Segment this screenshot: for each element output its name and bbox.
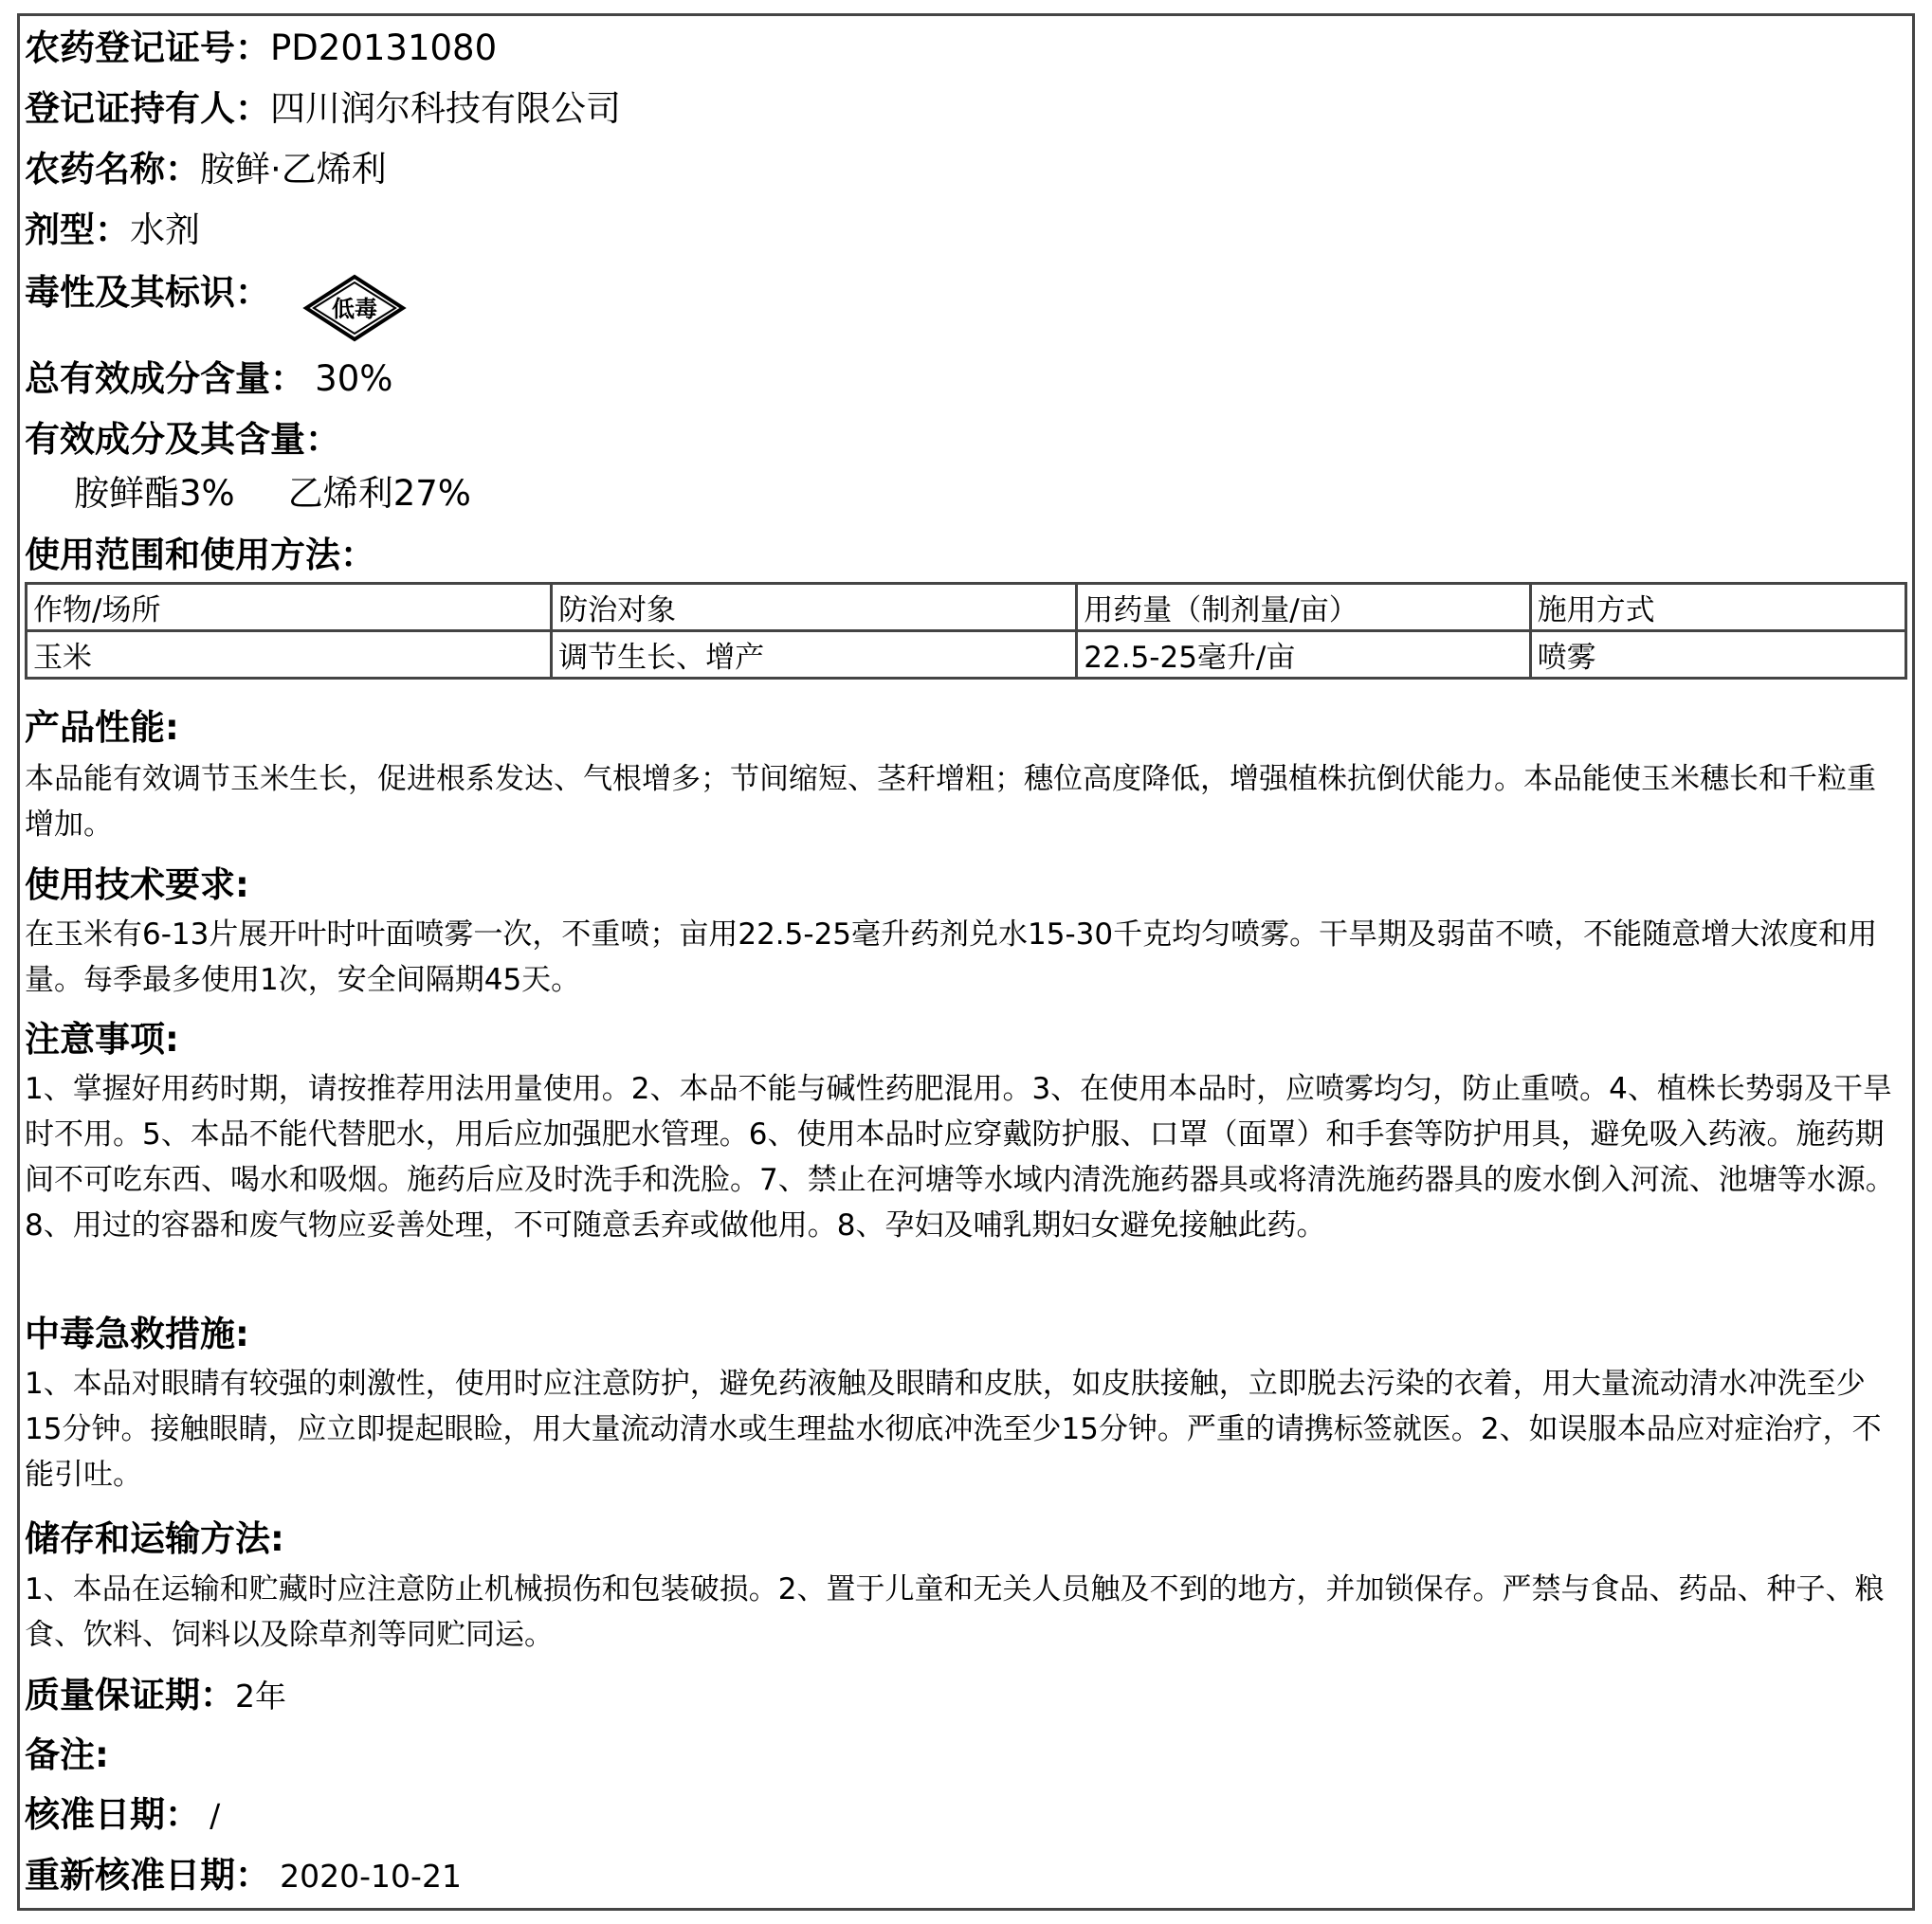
approval-date-value: / xyxy=(210,1797,221,1834)
table-cell: 喷雾 xyxy=(1530,631,1905,679)
pesticide-name-value: 胺鲜·乙烯利 xyxy=(200,149,387,190)
storage-text: 1、本品在运输和贮藏时应注意防止机械损伤和包装破损。2、置于儿童和无关人员触及不到的地方，并加锁保存。严禁与食品、药品、种子、粮食、饮料、饲料以及除草剂等同贮同运。 xyxy=(25,1572,1885,1652)
toxicity-row xyxy=(25,272,270,313)
holder-value: 四川润尔科技有限公司 xyxy=(270,88,621,129)
ingredients-list xyxy=(74,473,471,514)
low-toxicity-emblem xyxy=(299,265,410,351)
first-aid-heading xyxy=(25,1316,249,1352)
storage-heading xyxy=(25,1518,284,1559)
table-header-cell: 防治对象 xyxy=(552,584,1077,631)
reapproval-date-label: 重新核准日期： xyxy=(25,1855,270,1896)
total-content-row xyxy=(25,358,393,399)
table-row xyxy=(27,631,1906,679)
ingredients-label: 有效成分及其含量： xyxy=(25,419,340,460)
table-header-cell: 施用方式 xyxy=(1530,584,1905,631)
shelf-life-row xyxy=(25,1675,286,1715)
precautions-label: 注意事项: xyxy=(25,1019,179,1060)
remarks-row xyxy=(25,1734,109,1775)
ingredient-item: 胺鲜酯3% xyxy=(74,473,235,514)
registration-row xyxy=(25,27,498,68)
table-header-row xyxy=(27,584,1906,631)
remarks-label: 备注: xyxy=(25,1734,109,1775)
technical-text: 在玉米有6-13片展开叶时叶面喷雾一次，不重喷；亩用22.5-25毫升药剂兑水15-30千克均匀喷雾。干旱期及弱苗不喷，不能随意增大浓度和用量。每季最多使用1次，安全间隔期45天。 xyxy=(25,917,1878,997)
total-content-label: 总有效成分含量： xyxy=(25,358,305,399)
precautions-heading xyxy=(25,1019,179,1060)
table-cell: 22.5-25毫升/亩 xyxy=(1077,631,1530,679)
usage-label: 使用范围和使用方法： xyxy=(25,535,375,575)
approval-date-label: 核准日期： xyxy=(25,1794,200,1835)
reapproval-date-value: 2020-10-21 xyxy=(280,1858,462,1895)
emblem-text: 低毒 xyxy=(332,295,377,322)
registration-value: PD20131080 xyxy=(270,27,498,68)
shelf-life-label: 质量保证期： xyxy=(25,1675,235,1715)
table-cell: 调节生长、增产 xyxy=(552,631,1077,679)
usage-row xyxy=(25,535,375,575)
table-header-cell: 作物/场所 xyxy=(27,584,552,631)
performance-heading xyxy=(25,707,179,748)
technical-heading xyxy=(25,864,249,905)
formulation-label: 剂型： xyxy=(25,209,130,250)
shelf-life-value: 2年 xyxy=(235,1678,286,1715)
usage-table xyxy=(25,582,1907,680)
holder-label: 登记证持有人： xyxy=(25,88,270,129)
pesticide-name-label: 农药名称： xyxy=(25,149,200,190)
formulation-row xyxy=(25,209,200,250)
technical-label: 使用技术要求: xyxy=(25,864,249,905)
ingredient-item: 乙烯利27% xyxy=(287,473,471,514)
first-aid-label: 中毒急救措施: xyxy=(25,1314,249,1354)
performance-text: 本品能有效调节玉米生长，促进根系发达、气根增多；节间缩短、茎秆增粗；穗位高度降低，增强植株抗倒伏能力。本品能使玉米穗长和千粒重增加。 xyxy=(25,762,1876,842)
table-header-cell: 用药量（制剂量/亩） xyxy=(1077,584,1530,631)
formulation-value: 水剂 xyxy=(130,209,200,250)
registration-label: 农药登记证号： xyxy=(25,27,270,68)
ingredients-row xyxy=(25,419,340,460)
table-cell: 玉米 xyxy=(27,631,552,679)
holder-row xyxy=(25,88,621,129)
toxicity-label: 毒性及其标识： xyxy=(25,272,270,313)
performance-label: 产品性能: xyxy=(25,707,179,748)
total-content-value: 30% xyxy=(315,358,393,399)
first-aid-text: 1、本品对眼睛有较强的刺激性，使用时应注意防护，避免药液触及眼睛和皮肤，如皮肤接触，立即脱去污染的衣着，用大量流动清水冲洗至少15分钟。接触眼睛，应立即提起眼睑，用大量流动清水或生理盐水彻底冲洗至少15分钟。严重的请携标签就医。2、如误服本品应对症治疗，不能引吐。 xyxy=(25,1367,1882,1492)
precautions-text: 1、掌握好用药时期，请按推荐用法用量使用。2、本品不能与碱性药肥混用。3、在使用本品时，应喷雾均匀，防止重喷。4、植株长势弱及干旱时不用。5、本品不能代替肥水，用后应加强肥水管理。6、使用本品时应穿戴防护服、口罩（面罩）和手套等防护用具，避免吸入药液。施药期间不可吃东西、喝水和吸烟。施药后应及时洗手和洗脸。7、禁止在河塘等水域内清洗施药器具或将清洗施药器具的废水倒入河流、池塘等水源。8、用过的容器和废气物应妥善处理，不可随意丢弃或做他用。8、孕妇及哺乳期妇女避免接触此药。 xyxy=(25,1072,1895,1243)
reapproval-date-row xyxy=(25,1855,462,1896)
pesticide-name-row xyxy=(25,149,387,190)
storage-label: 储存和运输方法: xyxy=(25,1518,284,1559)
approval-date-row xyxy=(25,1794,221,1835)
